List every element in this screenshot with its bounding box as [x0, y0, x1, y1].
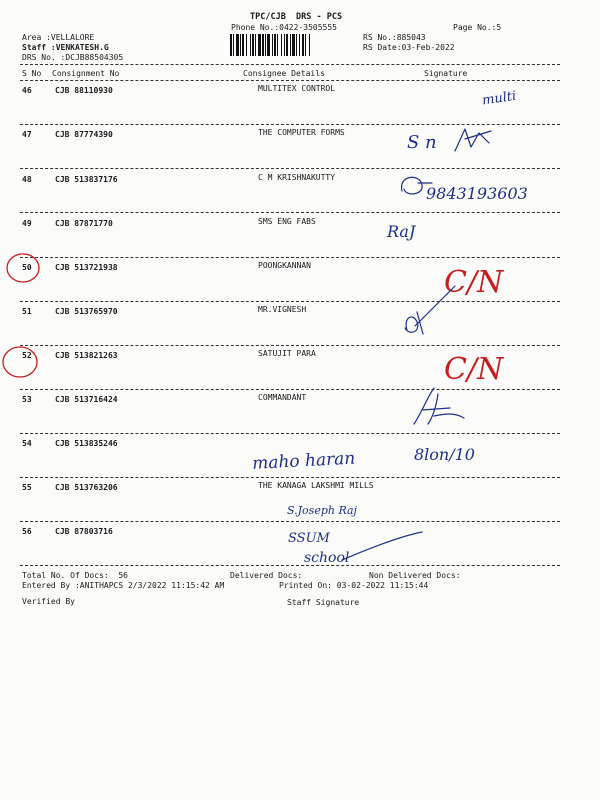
document-title: TPC/CJB DRS - PCS — [250, 12, 343, 22]
consignee-name: SMS ENG FABS — [258, 217, 316, 226]
non-delivered-docs: Non Delivered Docs: — [369, 571, 461, 580]
row-number: 52 — [22, 351, 32, 360]
staff-label: Staff :VENKATESH.G — [22, 43, 109, 52]
consignment-number: CJB 513763206 — [55, 483, 118, 492]
circle-mark-row-52 — [0, 344, 42, 380]
verified-by: Verified By — [22, 597, 75, 606]
signature-row-56 — [282, 526, 432, 570]
row-divider — [20, 389, 560, 390]
handwritten-name: maho haran — [251, 448, 356, 474]
row-number: 49 — [22, 219, 32, 228]
consignment-number: CJB 513721938 — [55, 263, 118, 272]
signature-text-line1: SSUM — [288, 531, 330, 546]
consignee-name: C M KRISHNAKUTTY — [258, 173, 336, 182]
circle-mark-row-50 — [4, 251, 44, 285]
handwritten-date: 8lon/10 — [414, 445, 475, 464]
consignee-name: MR.VIGNESH — [258, 305, 307, 314]
printed-on: Printed On: 03-02-2022 11:15:44 — [279, 581, 429, 590]
handwritten-phone: 9843193603 — [426, 184, 528, 203]
drs-number: DRS No. :DCJB88504305 — [22, 53, 124, 62]
consignment-number: CJB 513716424 — [55, 395, 118, 404]
consignee-name: COMMANDANT — [258, 393, 307, 402]
cn-mark-row-52 — [440, 345, 530, 389]
phone-number: Phone No.:0422-3505555 — [231, 23, 337, 32]
rs-number: RS No.:885043 — [363, 33, 426, 42]
consignee-name: POONGKANNAN — [258, 261, 311, 270]
signature-text: RaJ — [387, 222, 416, 241]
row-number: 47 — [22, 130, 32, 139]
signature-row-54 — [248, 440, 373, 476]
consignment-number: CJB 513835246 — [55, 439, 118, 448]
row-number: 51 — [22, 307, 32, 316]
consignment-number: CJB 87774390 — [55, 130, 113, 139]
area-label: Area :VELLALORE — [22, 33, 95, 42]
entered-by: Entered By :ANITHAPCS 2/3/2022 11:15:42 AM — [22, 581, 225, 590]
consignment-number: CJB 513837176 — [55, 175, 118, 184]
consignment-number: CJB 513821263 — [55, 351, 118, 360]
consignee-name: MULTITEX CONTROL — [258, 84, 336, 93]
row-divider — [20, 212, 560, 213]
signature-row-51 — [395, 282, 465, 340]
signature-text: multi — [481, 88, 518, 109]
signature-text: S.Joseph Raj — [287, 504, 357, 517]
row-number: 53 — [22, 395, 32, 404]
row-number: 48 — [22, 175, 32, 184]
row-number: 54 — [22, 439, 32, 448]
signature-row-47 — [405, 117, 495, 159]
signature-row-49 — [385, 215, 435, 245]
signature-row-46 — [480, 84, 532, 110]
column-header-signature: Signature — [424, 69, 468, 78]
handwritten-date-row-54 — [412, 438, 502, 470]
row-number: 46 — [22, 86, 32, 95]
consignee-name: THE KANAGA LAKSHMI MILLS — [258, 481, 374, 490]
header-divider — [20, 64, 560, 65]
row-number: 56 — [22, 527, 32, 536]
signature-text-line2: school — [304, 550, 350, 566]
column-header-divider — [20, 80, 560, 81]
consignment-number: CJB 513765970 — [55, 307, 118, 316]
consignment-number: CJB 87803716 — [55, 527, 113, 536]
signature-row-55 — [285, 496, 375, 524]
signature-row-53 — [408, 384, 468, 430]
signature-row-48 — [398, 165, 548, 209]
consignment-number: CJB 87871770 — [55, 219, 113, 228]
row-number: 55 — [22, 483, 32, 492]
column-header-consignment: Consignment No — [52, 69, 120, 78]
row-divider — [20, 477, 560, 478]
page-number: Page No.:5 — [453, 23, 502, 32]
row-divider — [20, 433, 560, 434]
rs-date: RS Date:03-Feb-2022 — [363, 43, 455, 52]
barcode — [229, 34, 355, 56]
column-header-sno: S No — [22, 69, 42, 78]
column-header-consignee: Consignee Details — [243, 69, 325, 78]
consignee-name: THE COMPUTER FORMS — [258, 128, 345, 137]
staff-signature-label: Staff Signature — [287, 598, 360, 607]
row-number: 50 — [22, 263, 32, 272]
consignee-name: SATUJIT PARA — [258, 349, 316, 358]
total-docs: Total No. Of Docs: 56 — [22, 571, 128, 580]
cn-mark-text: C/N — [444, 265, 504, 300]
signature-text: S n — [407, 132, 437, 153]
delivered-docs: Delivered Docs: — [230, 571, 303, 580]
consignment-number: CJB 88110930 — [55, 86, 113, 95]
cn-mark-text: C/N — [444, 352, 504, 387]
